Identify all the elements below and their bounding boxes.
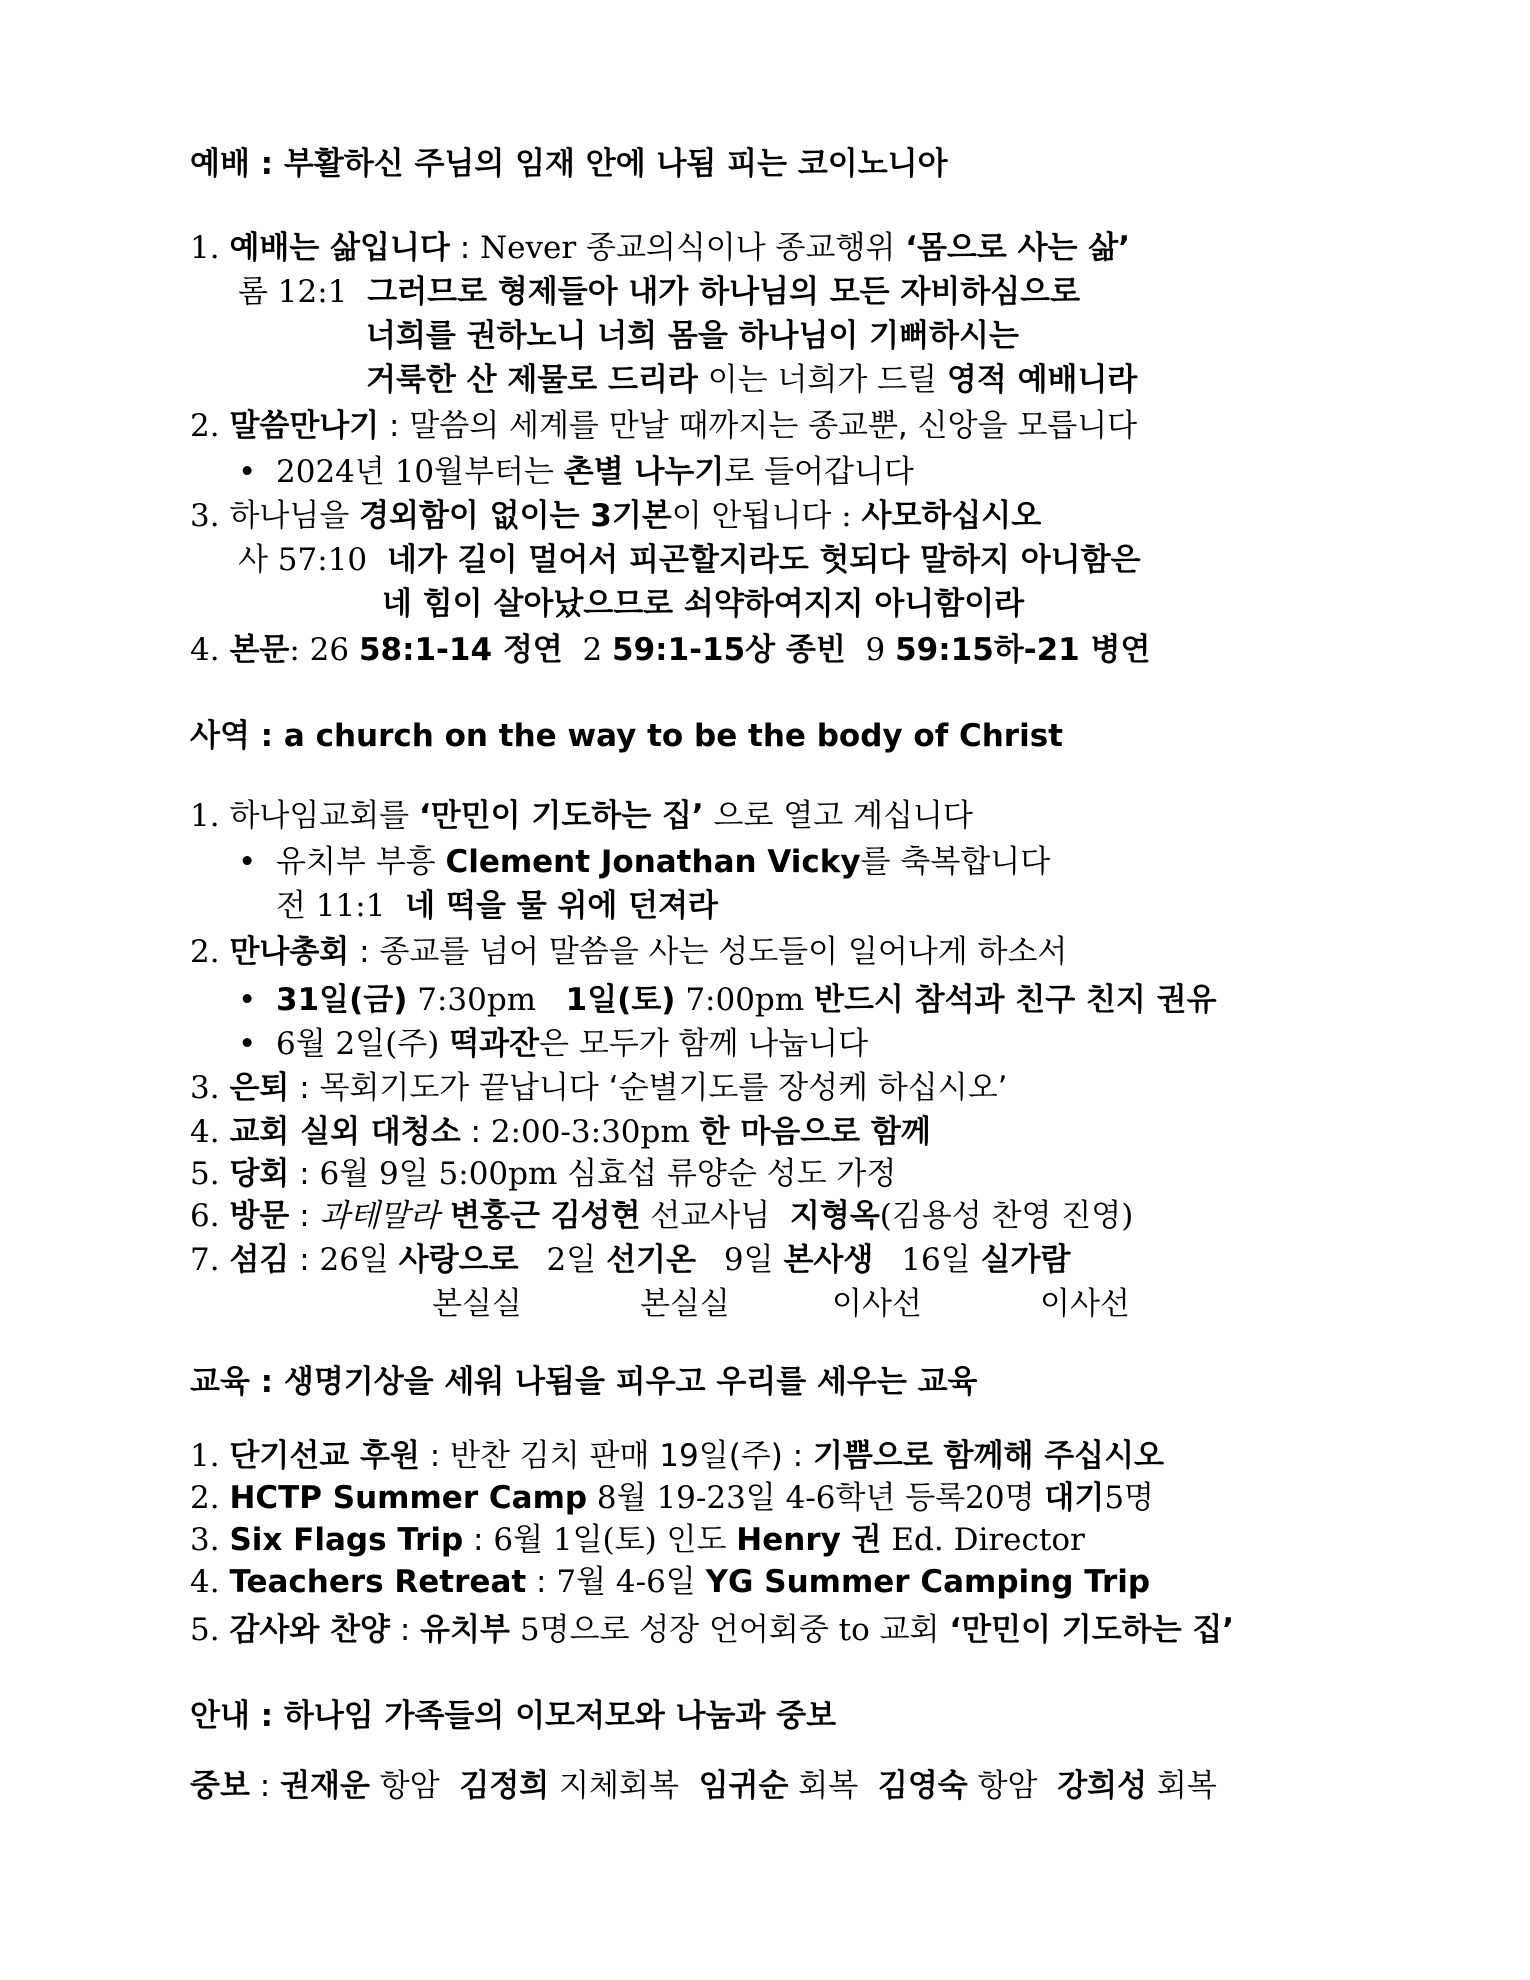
ministry-heading: 사역 : a church on the way to be the body of Christ xyxy=(190,718,1063,754)
worship-verse-line-3: 거룩한 산 제물로 드리라 이는 너희가 드릴 영적 예배니라 xyxy=(366,362,1138,398)
worship-verse-line-2: 너희를 권하노니 너희 몸을 하나님이 기뻐하시는 xyxy=(366,318,1019,354)
worship-verse-line-1: 롬 12:1 그러므로 형제들아 내가 하나님의 모든 자비하심으로 xyxy=(238,274,1081,310)
prayer-label: 중보 xyxy=(190,1768,250,1804)
education-item-2: 2. HCTP Summer Camp 8월 19-23일 4-6학년 등록20명 대기5명 xyxy=(190,1480,1154,1516)
notice-heading: 안내 : 하나임 가족들의 이모저모와 나눔과 중보 xyxy=(190,1698,837,1734)
worship-item-3-verse-2: 네 힘이 살아났으므로 쇠약하여지지 아니함이라 xyxy=(382,586,1025,622)
serving-host-1: 본실실 xyxy=(432,1286,522,1322)
worship-item-2: 2. 말씀만나기 : 말씀의 세계를 만날 때까지는 종교뿐, 신앙을 모릅니다 xyxy=(190,408,1138,444)
ministry-item-2-bullet-2: • 6월 2일(주) 떡과잔은 모두가 함께 나눕니다 xyxy=(238,1026,869,1062)
ministry-item-5: 5. 당회 : 6월 9일 5:00pm 심효섭 류양순 성도 가정 xyxy=(190,1156,897,1192)
worship-item-3-verse-1: 사 57:10 네가 길이 멀어서 피곤할지라도 헛되다 말하지 아니함은 xyxy=(238,542,1141,578)
worship-item-2-bullet: • 2024년 10월부터는 촌별 나누기로 들어갑니다 xyxy=(238,454,914,490)
education-item-1: 1. 단기선교 후원 : 반찬 김치 판매 19일(주) : 기쁨으로 함께해 주십시오 xyxy=(190,1438,1164,1474)
ministry-item-1-verse: 전 11:1 네 떡을 물 위에 던져라 xyxy=(276,888,718,924)
worship-item-4: 4. 본문: 26 58:1-14 정연 2 59:1-15상 종빈 9 59:15하-21 병연 xyxy=(190,632,1151,668)
prayer-line: 중보 : 권재운 항암 김정희 지체회복 임귀순 회복 김영숙 항암 강희성 회복 xyxy=(190,1768,1217,1804)
ministry-item-4: 4. 교회 실외 대청소 : 2:00-3:30pm 한 마음으로 함께 xyxy=(190,1114,931,1150)
ministry-item-2-bullet-1: • 31일(금) 7:30pm 1일(토) 7:00pm 반드시 참석과 친구 친지 권유 xyxy=(238,982,1217,1018)
worship-heading: 예배 : 부활하신 주님의 임재 안에 나됨 피는 코이노니아 xyxy=(190,146,948,182)
worship-item-1: 1. 예배는 삶입니다 : Never 종교의식이나 종교행위 ‘몸으로 사는 삶’ xyxy=(190,230,1131,266)
ministry-item-7: 7. 섬김 : 26일 사랑으로 2일 선기온 9일 본사생 16일 실가람 xyxy=(190,1242,1071,1278)
serving-host-3: 이사선 xyxy=(832,1286,922,1322)
education-item-4: 4. Teachers Retreat : 7월 4-6일 YG Summer Camping Trip xyxy=(190,1564,1151,1600)
ministry-item-2: 2. 만나총회 : 종교를 넘어 말씀을 사는 성도들이 일어나게 하소서 xyxy=(190,934,1068,970)
worship-item-3: 3. 하나님을 경외함이 없이는 3기본이 안됩니다 : 사모하십시오 xyxy=(190,498,1042,534)
serving-host-4: 이사선 xyxy=(1040,1286,1130,1322)
ministry-item-1-bullet: • 유치부 부흥 Clement Jonathan Vicky를 축복합니다 xyxy=(238,844,1051,880)
worship-item-1-title: 예배는 삶입니다 xyxy=(229,230,450,266)
ministry-item-6: 6. 방문 : 과테말라 변홍근 김성현 선교사님 지형옥(김용성 찬영 진영) xyxy=(190,1198,1134,1234)
ministry-item-3: 3. 은퇴 : 목회기도가 끝납니다 ‘순별기도를 장성케 하십시오’ xyxy=(190,1070,1008,1106)
education-heading: 교육 : 생명기상을 세워 나됨을 피우고 우리를 세우는 교육 xyxy=(190,1364,978,1400)
serving-host-2: 본실실 xyxy=(640,1286,730,1322)
education-item-5: 5. 감사와 찬양 : 유치부 5명으로 성장 언어회중 to 교회 ‘만민이 기도하는 집’ xyxy=(190,1612,1235,1648)
ministry-item-1: 1. 하나임교회를 ‘만민이 기도하는 집’ 으로 열고 계십니다 xyxy=(190,798,973,834)
education-item-3: 3. Six Flags Trip : 6월 1일(토) 인도 Henry 권 Ed. Director xyxy=(190,1522,1085,1558)
